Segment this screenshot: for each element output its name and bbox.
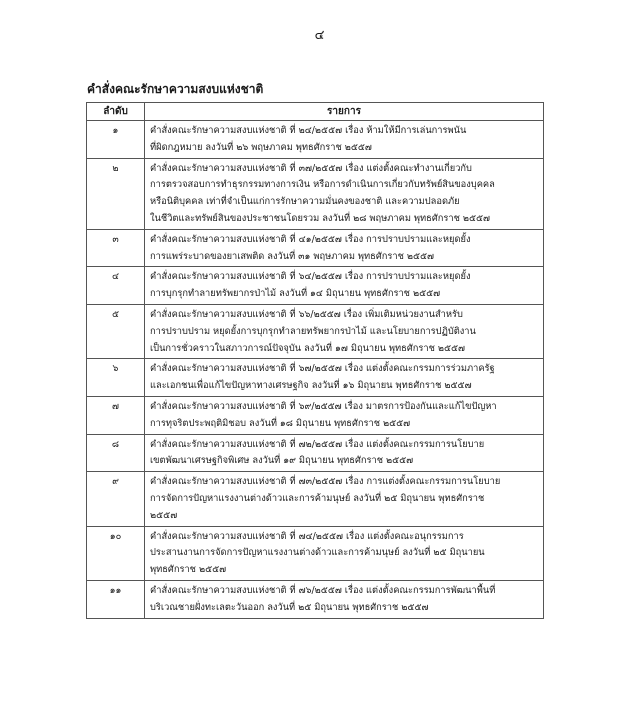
table-row (87, 158, 544, 229)
table-header-row (87, 103, 544, 121)
description-line: หรือนิติบุคคล เท่าที่จำเป็นแก่การรักษาความมั่นคงของชาติ และความปลอดภัย (150, 196, 460, 208)
description-line: การทุจริตประพฤติมิชอบ ลงวันที่ ๑๘ มิถุนายน พุทธศักราช ๒๕๕๗ (150, 417, 411, 429)
description-line: การปราบปราม หยุดยั้งการบุกรุกทำลายทรัพยากรป่าไม้ และนโยบายการปฏิบัติงาน (150, 325, 476, 337)
row-description (145, 526, 544, 580)
table-row (87, 359, 544, 397)
description-line: คำสั่งคณะรักษาความสงบแห่งชาติ ที่ ๖๗/๒๕๕๗ เรื่อง แต่งตั้งคณะกรรมการร่วมภาครัฐ (150, 363, 495, 375)
description-line: บริเวณชายฝั่งทะเลตะวันออก ลงวันที่ ๒๕ มิถุนายน พุทธศักราช ๒๕๕๗ (150, 601, 429, 613)
description-line: การแพร่ระบาดของยาเสพติด ลงวันที่ ๓๑ พฤษภาคม พุทธศักราช ๒๕๕๗ (150, 250, 435, 262)
row-number: ๖ (87, 359, 145, 397)
row-number: ๑๑ (87, 580, 145, 618)
description-line: การจัดการปัญหาแรงงานต่างด้าวและการค้ามนุษย์ ลงวันที่ ๒๕ มิถุนายน พุทธศักราช (150, 492, 485, 504)
table-row (87, 580, 544, 618)
row-number: ๑ (87, 121, 145, 159)
description-line: คำสั่งคณะรักษาความสงบแห่งชาติ ที่ ๔๑/๒๕๕๗ เรื่อง การปราบปรามและหยุดยั้ง (150, 233, 471, 245)
description-line: คำสั่งคณะรักษาความสงบแห่งชาติ ที่ ๖๖/๒๕๕๗ เรื่อง เพิ่มเติมหน่วยงานสำหรับ (150, 308, 463, 320)
table-row (87, 229, 544, 267)
row-description (145, 396, 544, 434)
row-number: ๕ (87, 304, 145, 358)
table-row (87, 267, 544, 305)
table-row (87, 396, 544, 434)
table-row (87, 434, 544, 472)
row-number: ๑๐ (87, 526, 145, 580)
description-line: ที่ผิดกฎหมาย ลงวันที่ ๒๖ พฤษภาคม พุทธศักราช ๒๕๕๗ (150, 141, 372, 153)
header-item: รายการ (145, 103, 544, 121)
description-line: คำสั่งคณะรักษาความสงบแห่งชาติ ที่ ๗๖/๒๕๕๗ เรื่อง แต่งตั้งคณะกรรมการพัฒนาพื้นที่ (150, 584, 496, 596)
row-description (145, 121, 544, 159)
row-number: ๙ (87, 472, 145, 526)
row-description (145, 434, 544, 472)
row-description (145, 580, 544, 618)
description-line: คำสั่งคณะรักษาความสงบแห่งชาติ ที่ ๒๔/๒๕๕๗ เรื่อง ห้ามให้มีการเล่นการพนัน (150, 125, 467, 136)
row-description (145, 304, 544, 358)
row-description (145, 229, 544, 267)
row-number: ๒ (87, 158, 145, 229)
row-description (145, 472, 544, 526)
row-description (145, 267, 544, 305)
row-description (145, 359, 544, 397)
table-row (87, 526, 544, 580)
table-row (87, 121, 544, 159)
description-line: เป็นการชั่วคราวในสภาวการณ์ปัจจุบัน ลงวันที่ ๑๗ มิถุนายน พุทธศักราช ๒๕๕๗ (150, 342, 466, 354)
description-line: คำสั่งคณะรักษาความสงบแห่งชาติ ที่ ๓๗/๒๕๕๗ เรื่อง แต่งตั้งคณะทำงานเกี่ยวกับ (150, 162, 472, 174)
description-line: และเอกชนเพื่อแก้ไขปัญหาทางเศรษฐกิจ ลงวันที่ ๑๖ มิถุนายน พุทธศักราช ๒๕๕๗ (150, 380, 472, 392)
description-line: คำสั่งคณะรักษาความสงบแห่งชาติ ที่ ๗๓/๒๕๕๗ เรื่อง การแต่งตั้งคณะกรรมการนโยบาย (150, 476, 501, 488)
description-line: คำสั่งคณะรักษาความสงบแห่งชาติ ที่ ๗๔/๒๕๕๗ เรื่อง แต่งตั้งคณะอนุกรรมการ (150, 530, 464, 542)
table-row (87, 304, 544, 358)
page-number: ๔ (314, 28, 325, 43)
description-line: คำสั่งคณะรักษาความสงบแห่งชาติ ที่ ๖๙/๒๕๕๗ เรื่อง มาตรการป้องกันและแก้ไขปัญหา (150, 400, 497, 412)
section-title: คำสั่งคณะรักษาความสงบแห่งชาติ (87, 82, 264, 96)
table-body (87, 121, 544, 619)
row-number: ๔ (87, 267, 145, 305)
description-line: ในชีวิตและทรัพย์สินของประชาชนโดยรวม ลงวันที่ ๒๘ พฤษภาคม พุทธศักราช ๒๕๕๗ (150, 212, 491, 224)
description-line: คำสั่งคณะรักษาความสงบแห่งชาติ ที่ ๗๒/๒๕๕๗ เรื่อง แต่งตั้งคณะกรรมการนโยบาย (150, 438, 485, 450)
description-line: คำสั่งคณะรักษาความสงบแห่งชาติ ที่ ๖๔/๒๕๕๗ เรื่อง การปราบปรามและหยุดยั้ง (150, 271, 471, 283)
description-line: พุทธศักราช ๒๕๕๗ (150, 564, 227, 576)
description-line: การบุกรุกทำลายทรัพยากรป่าไม้ ลงวันที่ ๑๔ มิถุนายน พุทธศักราช ๒๕๕๗ (150, 288, 441, 300)
row-number: ๘ (87, 434, 145, 472)
description-line: ประสานงานการจัดการปัญหาแรงงานต่างด้าวและการค้ามนุษย์ ลงวันที่ ๒๕ มิถุนายน (150, 547, 485, 559)
description-line: เขตพัฒนาเศรษฐกิจพิเศษ ลงวันที่ ๑๙ มิถุนายน พุทธศักราช ๒๕๕๗ (150, 455, 414, 467)
row-description (145, 158, 544, 229)
table-row (87, 472, 544, 526)
orders-table (86, 102, 544, 619)
description-line: การตรวจสอบการทำธุรกรรมทางการเงิน หรือการดำเนินการเกี่ยวกับทรัพย์สินของบุคคล (150, 179, 495, 191)
header-number: ลำดับ (87, 103, 145, 121)
row-number: ๗ (87, 396, 145, 434)
description-line: ๒๕๕๗ (150, 509, 178, 521)
row-number: ๓ (87, 229, 145, 267)
